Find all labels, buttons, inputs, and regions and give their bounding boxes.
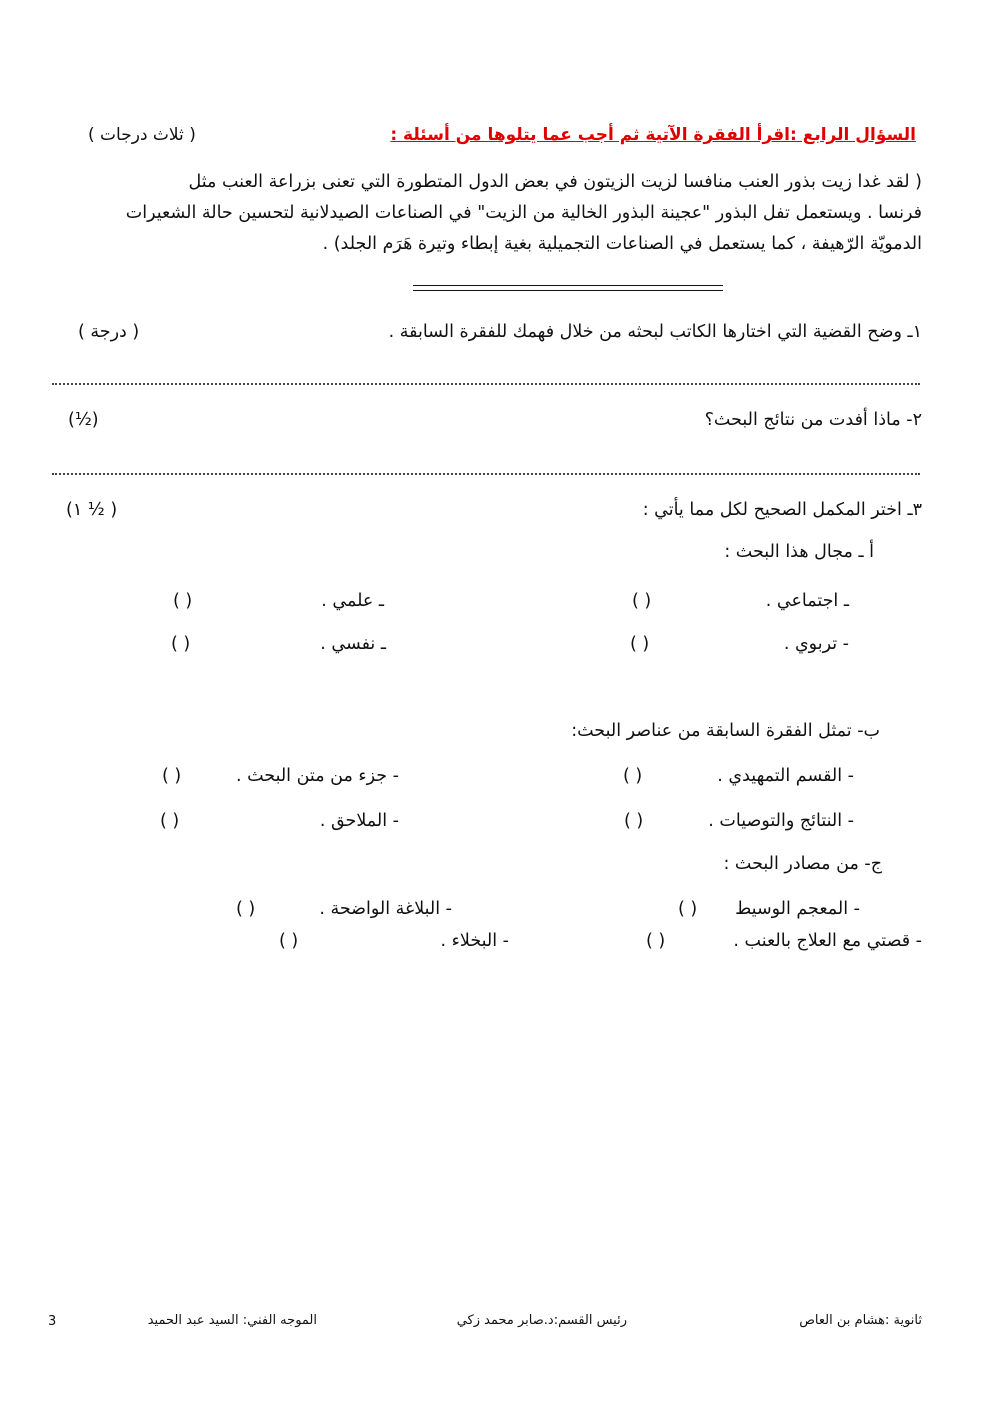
page-number: 3: [48, 1314, 57, 1329]
q2-answer-line[interactable]: [52, 473, 920, 475]
q3b-option-1-box[interactable]: ( ): [623, 766, 643, 786]
q3a-label: أ ـ مجال هذا البحث :: [724, 542, 874, 562]
q3b-option-4: - الملاحق .: [319, 811, 399, 831]
footer-supervisor: الموجه الفني: السيد عبد الحميد: [147, 1313, 317, 1328]
q3c-option-4-box[interactable]: ( ): [279, 931, 299, 951]
q3a-option-3-box[interactable]: ( ): [630, 634, 650, 654]
passage-line-2: فرنسا . ويستعمل تفل البذور "عجينة البذور الخالية من الزيت" في الصناعات الصيدلانية لتحسين حالة الشعيرات: [125, 203, 922, 223]
q3c-option-1-box[interactable]: ( ): [678, 899, 698, 919]
q3a-option-3: - تربوي .: [783, 634, 849, 654]
q3c-option-3: - قصتي مع العلاج بالعنب .: [733, 931, 922, 951]
q1-text: ١ـ وضح القضية التي اختارها الكاتب لبحثه من خلال فهمك للفقرة السابقة .: [388, 322, 922, 342]
q2-grade: (½): [68, 410, 99, 430]
q3c-label: ج- من مصادر البحث :: [723, 854, 882, 874]
q3b-option-1: - القسم التمهيدي .: [717, 766, 854, 786]
q3c-option-4: - البخلاء .: [440, 931, 509, 951]
q3b-label: ب- تمثل الفقرة السابقة من عناصر البحث:: [571, 721, 880, 741]
q3a-option-2-box[interactable]: ( ): [173, 591, 193, 611]
q3-grade: ( ½ ١): [66, 500, 118, 520]
q3a-option-4-box[interactable]: ( ): [171, 634, 191, 654]
separator-line: [413, 285, 723, 291]
question-title: السؤال الرابع :اقرأ الفقرة الآتية ثم أجب عما يتلوها من أسئلة :: [390, 125, 916, 145]
q1-answer-line[interactable]: [52, 383, 920, 385]
q3-text: ٣ـ اختر المكمل الصحيح لكل مما يأتي :: [642, 500, 922, 520]
footer-department-head: رئيس القسم:د.صابر محمد زكي: [456, 1313, 627, 1328]
q3a-option-4: ـ نفسي .: [320, 634, 386, 654]
q3a-option-1-box[interactable]: ( ): [632, 591, 652, 611]
q3c-option-2: - البلاغة الواضحة .: [319, 899, 452, 919]
q3b-option-3: - النتائج والتوصيات .: [708, 811, 854, 831]
q3c-option-2-box[interactable]: ( ): [236, 899, 256, 919]
q3b-option-4-box[interactable]: ( ): [160, 811, 180, 831]
q3b-option-2: - جزء من متن البحث .: [235, 766, 399, 786]
question-grade: ( ثلاث درجات ): [88, 125, 196, 145]
q3c-option-1: - المعجم الوسيط: [735, 899, 860, 919]
q3a-option-2: ـ علمي .: [321, 591, 384, 611]
q1-grade: ( درجة ): [78, 322, 140, 342]
q3b-option-3-box[interactable]: ( ): [624, 811, 644, 831]
q2-text: ٢- ماذا أفدت من نتائج البحث؟: [704, 410, 922, 430]
passage-line-3: الدمويّة الرّهيفة ، كما يستعمل في الصناعات التجميلية بغية إبطاء وتيرة هَرَم الجلد) .: [322, 234, 922, 254]
footer-school: ثانوية :هشام بن العاص: [799, 1313, 922, 1328]
q3a-option-1: ـ اجتماعي .: [765, 591, 849, 611]
passage-line-1: ( لقد غدا زيت بذور العنب منافسا لزيت الزيتون في بعض الدول المتطورة التي تعنى بزراعة العنب مثل: [188, 172, 922, 192]
q3c-option-3-box[interactable]: ( ): [646, 931, 666, 951]
q3b-option-2-box[interactable]: ( ): [162, 766, 182, 786]
